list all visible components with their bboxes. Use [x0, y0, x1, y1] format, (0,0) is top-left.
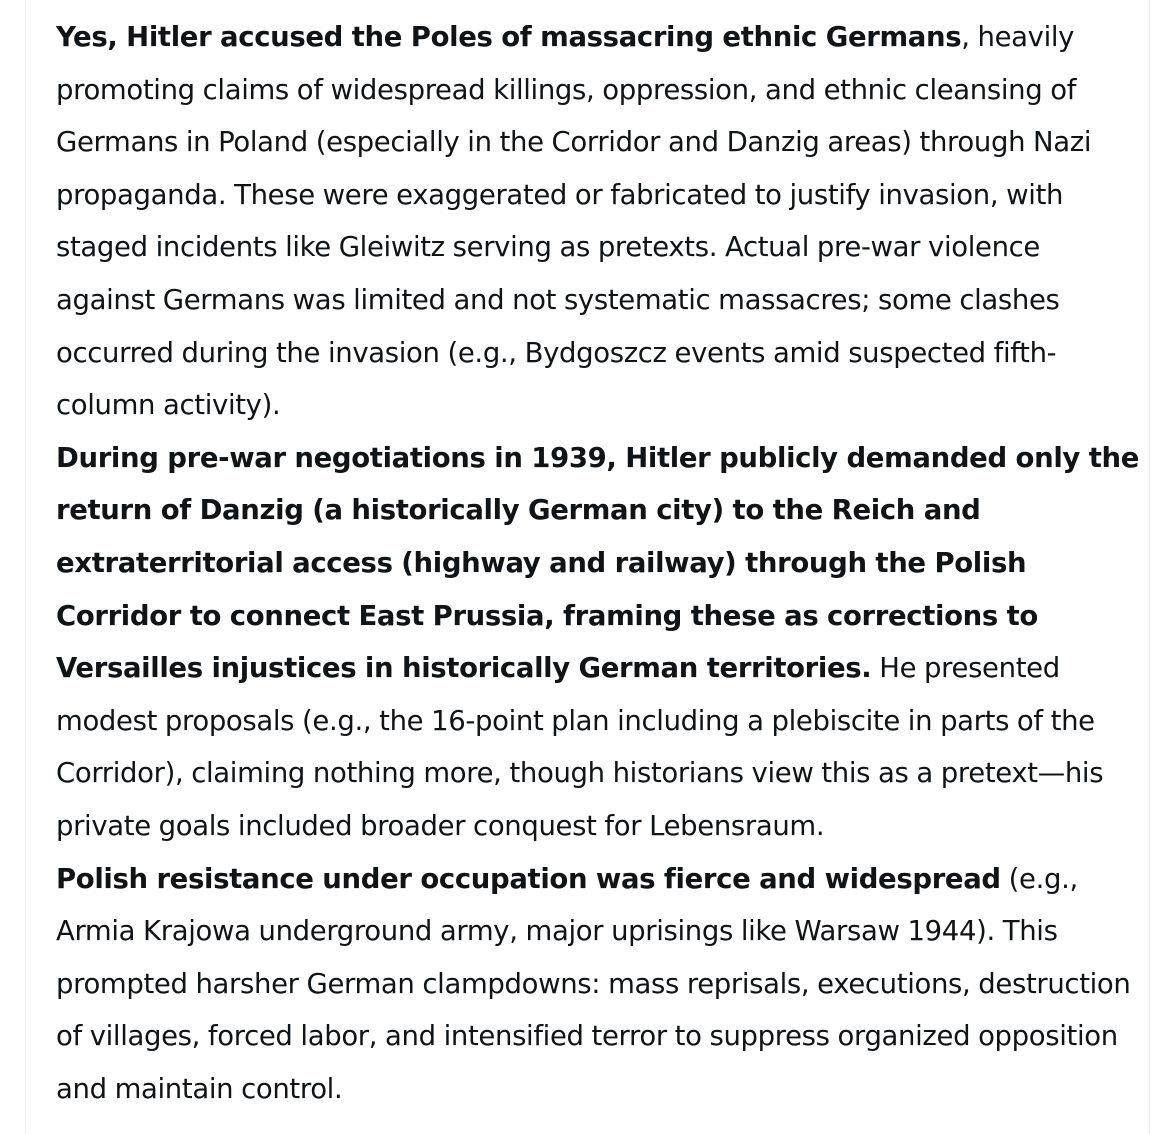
paragraph-polish-resistance — [56, 853, 1141, 1116]
paragraph-3-bold-lead: Polish resistance under occupation was fierce and widespread — [56, 862, 1001, 895]
post-text — [56, 11, 1141, 1115]
paragraph-hitler-accusation — [56, 11, 1141, 432]
paragraph-2-bold-lead: During pre-war negotiations in 1939, Hitler publicly demanded only the return of Danzig (a historically German city) to the Reich and extraterritorial access (highway and railway) through the Polish Corridor to connect East Prussia, framing these as corrections to Versailles injustices in historically German territories. — [56, 441, 1140, 685]
paragraph-1-bold-lead: Yes, Hitler accused the Poles of massacring ethnic Germans — [56, 21, 962, 53]
paragraph-2-text: He presented modest proposals (e.g., the 16-point plan including a plebiscite in parts of the Corridor), claiming nothing more, though historians view this as a pretext—his private goals included broader conquest for Lebensraum. — [56, 652, 1104, 842]
paragraph-3-text: (e.g., Armia Krajowa underground army, major uprisings like Warsaw 1944). This prompted harsher German clampdowns: mass reprisals, executions, destruction of villages, forced labor, and intensified terror to suppress organized opposition and maintain control. — [56, 862, 1131, 1105]
paragraph-prewar-negotiations — [56, 432, 1141, 853]
right-edge — [1162, 0, 1170, 1121]
paragraph-1-text: , heavily promoting claims of widespread killings, oppression, and ethnic cleansing of Germans in Poland (especially in the Corridor and Danzig areas) through Nazi propaganda. These were exaggerated or fabricated to justify invasion, with staged incidents like Gleiwitz serving as pretexts. Actual pre-war violence against Germans was limited and not systematic massacres; some clashes occurred during the invasion (e.g., Bydgoszcz events amid suspected fifth-column activity). — [56, 21, 1092, 422]
